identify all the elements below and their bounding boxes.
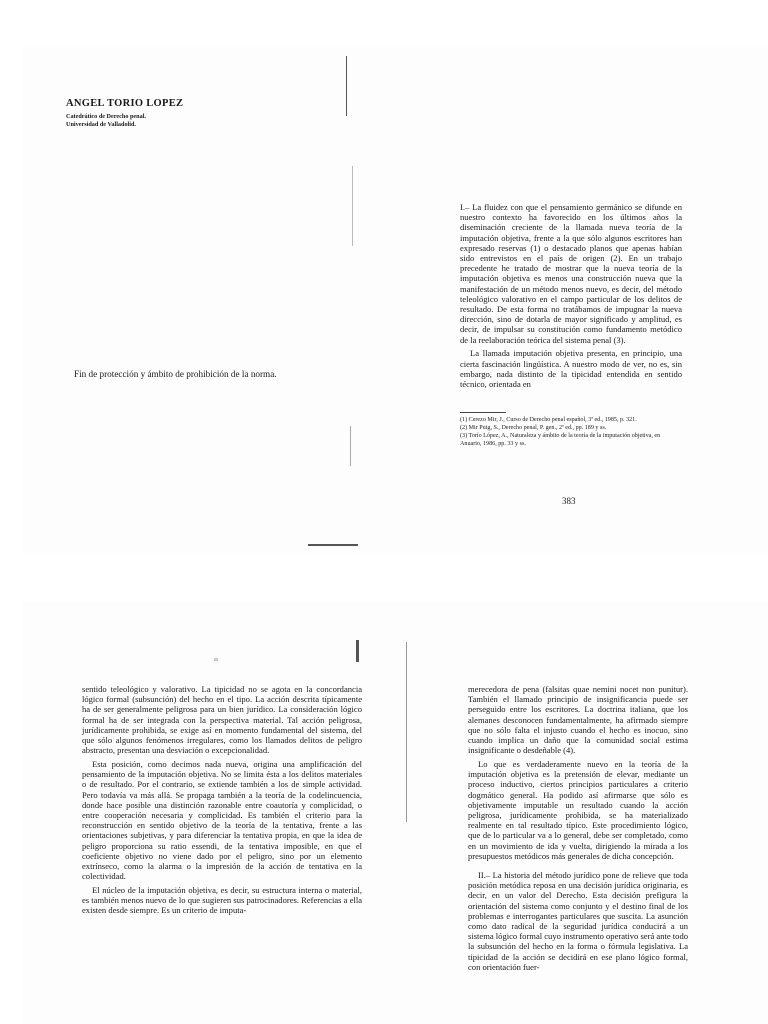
- article-title: Fin de protección y ámbito de prohibición de la norma.: [74, 369, 277, 379]
- paragraph: I.– La fluidez con que el pensamiento germánico se difunde en nuestro contexto ha favorecido en los últimos años la diseminación creciente de la llamada nueva teoría de la imputación objetiva, frente a la que sólo algunos escritores han expresado reservas (1) o destacado planos que apenas habían sido entrevistos en el país de origen (2). En un trabajo precedente he tratado de mostrar que la nueva teoría de la imputación objetiva es menos una construcción nueva que la manifestación de un método menos nuevo, es decir, del método teleológico valorativo en el campo particular de los delitos de resultado. De esta forma no tratábamos de impugnar la nueva dirección, sino de dotarla de mayor significado y amplitud, es decir, de impulsar su constitución como fundamento metódico de la reelaboración teórica del sistema penal (3).: [460, 202, 682, 345]
- paragraph: Esta posición, como decimos nada nueva, origina una amplificación del pensamiento de la imputación objetiva. No se limita ésta a los delitos materiales o de resultado. Por el contrario, se extiende también a los de simple actividad. Pero todavía va más allá. Se propaga también a la teoría de la codelincuencia, donde hace posible una distinción razonable entre coautoría y complicidad, o entre cooperación necesaria y complicidad. Es también el criterio para la reconstrucción en sentido objetivo de la teoría de la tentativa, frente a las orientaciones subjetivas, y para diferenciar la tentativa propia, en que la idea de peligro proporciona su ratio essendi, de la tentativa imposible, en que el coeficiente objetivo no viene dado por el peligro, sino por un elemento extrínseco, como la alarma o la impresión de la acción de tentativa en la colectividad.: [82, 758, 362, 882]
- paragraph: sentido teleológico y valorativo. La tipicidad no se agota en la concordancia lógico formal (subsunción) del hecho en el tipo. La acción descrita típicamente ha de ser generalmente peligrosa para un bien jurídico. La consideración lógico formal ha de ser integrada con la perspectiva material. Tal acción peligrosa, jurídicamente prohibida, se exige así en momento fundamental del sistema, del que sólo algunos fenómenos irregulares, como los llamados delitos de peligro abstracto, presentan una desviación o excepcionalidad.: [82, 684, 362, 756]
- page-384: [22, 602, 768, 1024]
- scan-artifact: [308, 544, 358, 546]
- scan-artifact: [356, 640, 359, 662]
- scan-artifact: [214, 658, 218, 661]
- author-affiliation: [66, 113, 146, 130]
- footnote: (1) Cerezo Mir, J., Curso de Derecho penal español, 3ª ed., 1985, p. 321.: [460, 417, 637, 423]
- author-name: ANGEL TORIO LOPEZ: [66, 98, 184, 109]
- body-column: [460, 202, 682, 393]
- paragraph: merecedora de pena (falsitas quae nemini nocet non punitur). También el llamado principio de insignificancia puede ser perseguido entre los escritores. La doctrina italiana, que los alemanes desconocen fundamentalmente, ha afirmado siempre que no sólo falta el injusto cuando el hecho es inocuo, sino cuando implica un daño que la comunidad social estima insignificante o desdeñable (4).: [468, 684, 688, 756]
- right-column: [468, 684, 688, 975]
- paragraph: El núcleo de la imputación objetiva, es decir, su estructura interna o material, es también menos nuevo de lo que sugieren sus patrocinadores. Referencias a ella existen desde siempre. Es un criterio de imputa-: [82, 884, 362, 916]
- scan-artifact: [406, 642, 407, 822]
- footnote: (2) Mir Puig, S., Derecho penal, P. gen., 2ª ed., pp. 189 y ss.: [460, 425, 607, 432]
- paragraph: Lo que es verdaderamente nuevo en la teoría de la imputación objetiva es la pretensión de elevar, mediante un proceso inductivo, ciertos principios particulares a criterio dogmático general. Ha podido así afirmarse que sólo es objetivamente imputable un resultado cuando la acción peligrosa, jurídicamente prohibida, se ha materializado realmente en tal resultado típico. Este procedimiento lógico, que de lo particular va a lo general, debe ser completado, como en un movimiento de ida y vuelta, dirigiendo la mirada a los presupuestos metódicos más generales de dicha concepción.: [468, 758, 688, 861]
- paragraph: La llamada imputación objetiva presenta, en principio, una cierta fascinación lingüística. A nuestro modo de ver, no es, sin embargo, nada distinto de la tipicidad entendida en sentido técnico, orientada en: [460, 348, 682, 389]
- page-number: 383: [562, 496, 576, 506]
- footnotes: [460, 416, 682, 448]
- left-column: [82, 684, 362, 919]
- page-383: [22, 46, 768, 554]
- footnote-divider: [460, 412, 506, 413]
- paragraph: II.– La historia del método jurídico pone de relieve que toda posición metódica reposa en una decisión jurídica originaria, es decir, en un valor del Derecho. Esta decisión prefigura la orientación del sistema como conjunto y el destino final de los problemas e interrogantes particulares que suscita. La asunción como dato radical de la seguridad jurídica conducirá a un sistema lógico formal cuyo instrumento operativo será ante todo la subsunción del hecho en la forma o fórmula legislativa. La tipicidad de la acción se decidirá en ese plano lógico formal, con orientación fuer-: [468, 869, 688, 972]
- footnote: (3) Torío López, A., Naturaleza y ámbito de la teoría de la imputación objetiva, en Anuario, 1986, pp. 33 y ss.: [460, 433, 661, 448]
- affiliation-line: Universidad de Valladolid.: [66, 121, 136, 129]
- page-gap: [0, 554, 768, 602]
- scan-artifact: [346, 56, 347, 116]
- affiliation-line: Catedrático de Derecho penal.: [66, 113, 146, 120]
- scan-artifact: [352, 166, 353, 246]
- scan-artifact: [350, 426, 351, 466]
